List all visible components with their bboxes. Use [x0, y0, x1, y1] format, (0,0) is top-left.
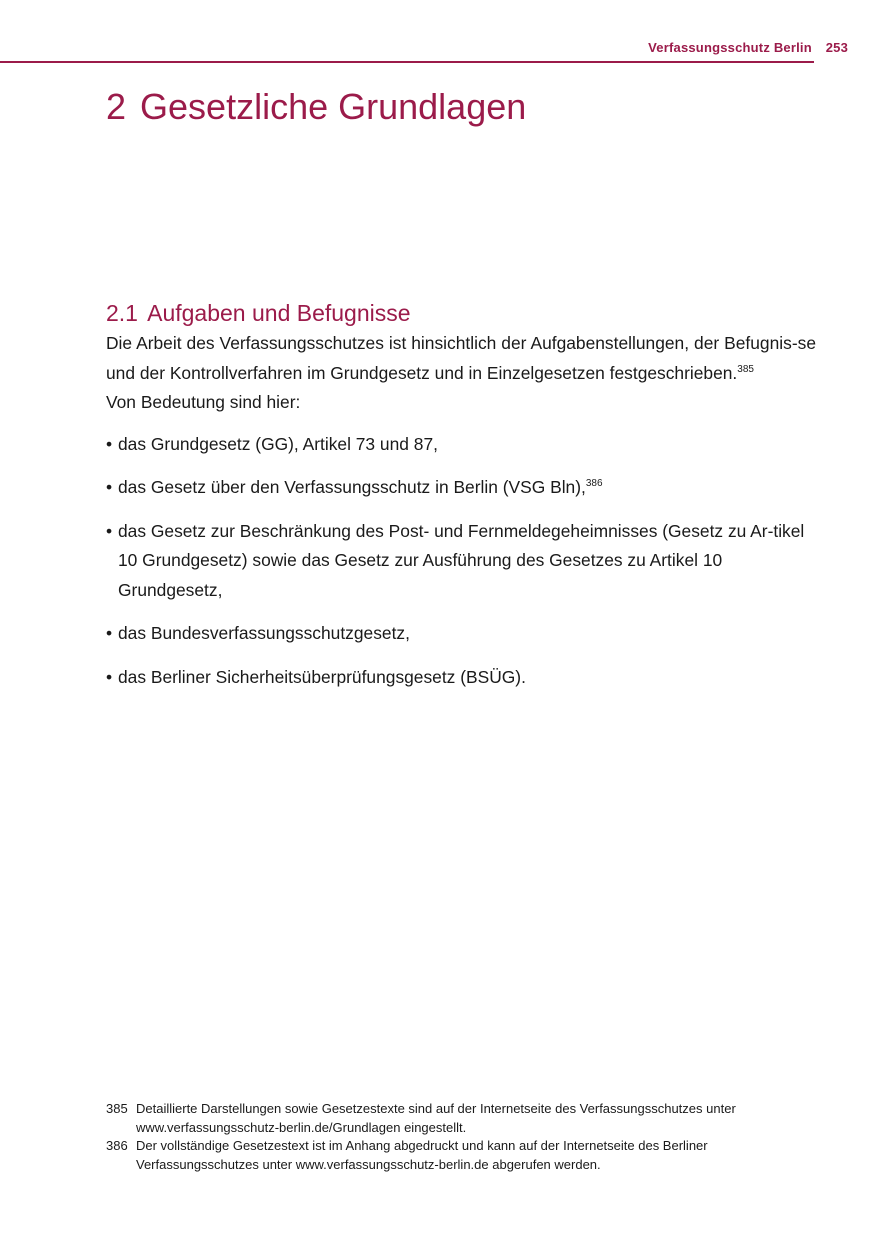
list-item — [106, 473, 816, 503]
footnote-ref-385[interactable]: 385 — [737, 363, 754, 375]
footnote-ref-386[interactable]: 386 — [585, 478, 603, 490]
section-number: 2.1 — [106, 300, 138, 326]
list-item-text: das Berliner Sicherheitsüberprüfungsgesetz (BSÜG). — [118, 666, 526, 687]
footnote-385 — [106, 1100, 826, 1137]
bullet-marker: • — [106, 477, 113, 497]
intro-text: Die Arbeit des Verfassungsschutzes ist hinsichtlich der Aufgabenstellungen, der Befugnis-se und der Kontrollverfahren im Grundgesetz und in Einzelgesetzen festgeschrieben. — [106, 333, 816, 383]
chapter-title — [106, 86, 526, 128]
list-item — [106, 517, 816, 606]
footnotes — [106, 1100, 826, 1174]
list-item-text: das Grundgesetz (GG), Artikel 73 und 87, — [118, 433, 438, 454]
chapter-number: 2 — [106, 86, 127, 127]
bullet-marker: • — [106, 433, 113, 454]
list-item-text: das Bundesverfassungsschutzgesetz, — [118, 623, 410, 643]
intro-text-continued: Von Bedeutung sind hier: — [106, 392, 301, 412]
list-item-text: das Gesetz über den Verfassungsschutz in Berlin (VSG Bln), — [118, 477, 586, 497]
list-item — [106, 663, 816, 693]
section-title-text: Aufgaben und Befugnisse — [147, 300, 411, 326]
list-item-text: das Gesetz zur Beschränkung des Post- und Fernmeldegeheimnisses (Gesetz zu Ar-tikel 10 Grundgesetz) sowie das Gesetz zur Ausführung des Gesetzes zu Artikel 10 Grundgesetz, — [118, 520, 805, 600]
bullet-marker: • — [106, 623, 113, 643]
footnote-text: Detaillierte Darstellungen sowie Gesetzestexte sind auf der Internetseite des Verfassungsschutzes unter www.verfassungsschutz-berlin.de/Grundlagen eingestellt. — [136, 1101, 736, 1135]
chapter-title-text: Gesetzliche Grundlagen — [140, 86, 527, 127]
page-number: 253 — [825, 40, 848, 55]
footnote-386 — [106, 1137, 826, 1174]
running-title: Verfassungsschutz Berlin — [648, 40, 812, 55]
section-title — [106, 300, 816, 327]
running-header — [648, 40, 848, 55]
bullet-marker: • — [106, 666, 113, 687]
law-list — [106, 430, 816, 693]
intro-paragraph — [106, 329, 816, 418]
header-rule — [0, 61, 814, 63]
list-item — [106, 430, 816, 460]
footnote-number: 385 — [106, 1101, 128, 1116]
list-item — [106, 619, 816, 649]
bullet-marker: • — [106, 520, 113, 541]
footnote-number: 386 — [106, 1138, 128, 1153]
footnote-text: Der vollständige Gesetzestext ist im Anhang abgedruckt und kann auf der Internetseite des Berliner Verfassungsschutzes unter www.verfassungsschutz-berlin.de abgerufen werden. — [136, 1138, 708, 1172]
section-aufgaben — [106, 300, 816, 706]
